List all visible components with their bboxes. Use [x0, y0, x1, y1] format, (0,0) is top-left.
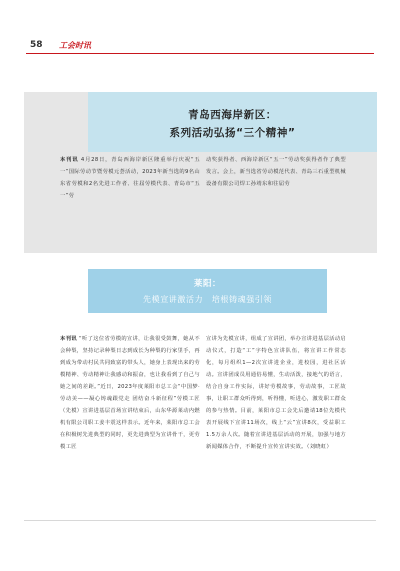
article2-title-box: [88, 269, 327, 313]
article1-column-left: [60, 154, 200, 202]
article1-body-right: 动奖获得者、西海岸新区“五一”劳动奖获得者作了典型发言。会上，新当选省劳动模范代表、青岛三石重型机械设备有限公司焊工孙靖东和往届劳: [206, 157, 346, 187]
header-divider: [26, 53, 374, 54]
article2-column-right: [206, 333, 346, 453]
article2-body-left: “听了这位省劳模的宣讲，让我很受鼓舞，她从不会种梨，坚持记录种梨日志到成长为种梨的行家里手，再到成为带动村民共同致富的带头人，她身上表现出来的劳模精神、劳动精神让我感动和振奋，也让我看到了自己与她之间的差距。”近日，2023年度莱阳市总工会“中国梦·劳动美——凝心铸魂跟党走 团结奋斗新征程”劳模工匠（先模）宣讲进基层首场宣讲结束后，山东华源莱动内燃机有限公司职工姜丰震这样表示。近年来，莱阳市总工会在积极树先进典型的同时，更先进典型为宣讲骨干，更劳模工匠: [60, 336, 200, 450]
article1-column-right: [206, 154, 346, 190]
article1-title-line2: 系列活动弘扬“三个精神”: [169, 127, 296, 139]
article2-column-left: [60, 333, 200, 453]
article2-body-right: 宣讲为先模宣讲，组成了宣讲团，举办宣讲进基层活动启动仪式，打造“工”字特色宣讲队伍，将宣讲工作常态化，每月组织1—2次宣讲进企业，进校园，进社区活动。宣讲团成员用通俗易懂，生动活泼，接地气的语言，结合自身工作实际，讲好劳模故事，劳动故事，工匠故事，让职工群众听得到，听得懂，听进心，激发职工群众的参与热情。目前，莱阳市总工会先后邀请18位先模代表开展线下宣讲11场次，线上“云”宣讲8次，受益职工1.5万余人次。随着宣讲进基层活动的开展，加强与地方新闻媒体合作，不断提升宣传宣讲实效。（刘晓虹）: [206, 336, 346, 450]
footer-divider: [24, 520, 376, 521]
magazine-name: 工会时讯: [59, 41, 91, 50]
article1-title-band: [88, 92, 377, 152]
article1-body-left: 4月28日，青岛西海岸新区隆重举行庆祝“五一”国际劳动节暨劳模元荟活动，2023年新当选的9名山东省劳模和2名先进工作者、往届劳模代表、青岛市“五一”劳: [60, 157, 201, 199]
article2-title-line2: 先模宣讲激活力 培根铸魂强引领: [143, 295, 272, 304]
article1-lead: 本刊讯: [60, 157, 79, 163]
article1-title-line1: 青岛西海岸新区：: [188, 109, 277, 121]
page-number: 58: [30, 40, 43, 50]
article2-title-line1: 莱阳：: [193, 279, 222, 289]
article2-lead: 本刊讯: [60, 336, 77, 342]
